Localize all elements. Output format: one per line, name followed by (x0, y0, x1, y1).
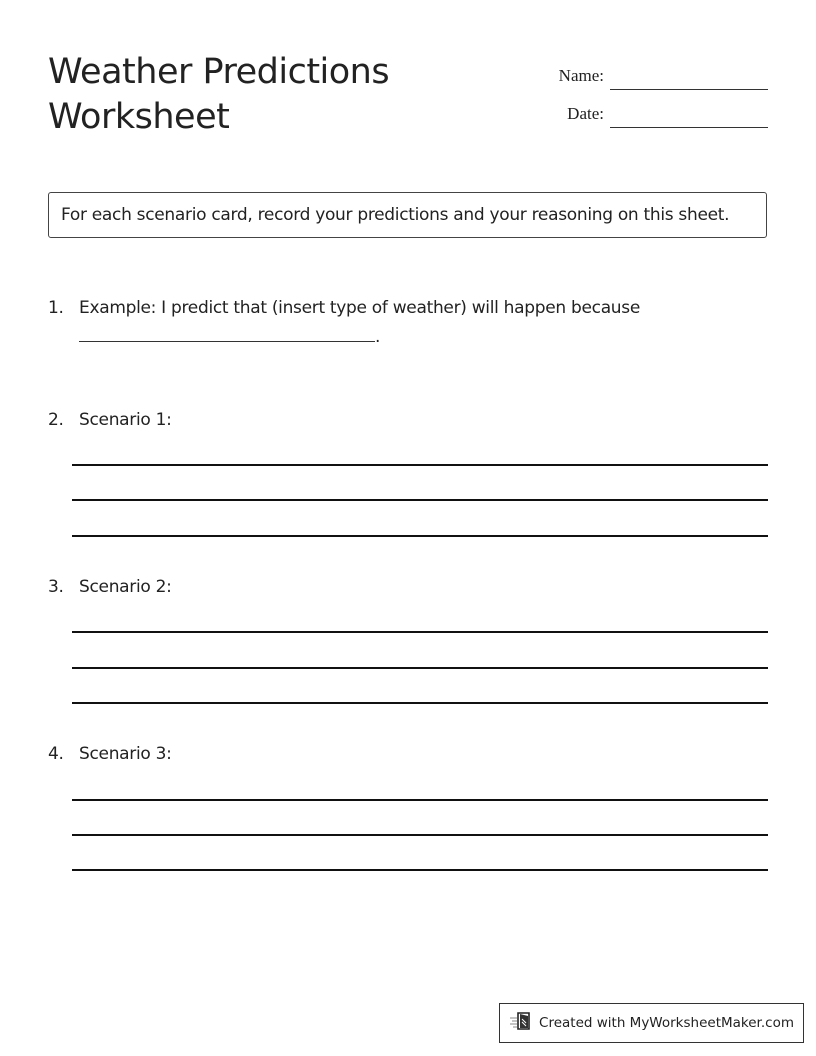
page-title (48, 50, 389, 140)
question-text: Scenario 1: (79, 410, 172, 430)
instructions-box: For each scenario card, record your predictions and your reasoning on this sheet. (48, 192, 767, 238)
title-line-2: Worksheet (48, 97, 230, 137)
sentence-period: . (375, 327, 381, 347)
answer-line[interactable] (72, 667, 768, 669)
date-row (559, 90, 768, 128)
question-number: 3. (48, 577, 64, 597)
question-number: 2. (48, 410, 64, 430)
fill-in-blank[interactable] (79, 323, 375, 342)
question-3 (48, 573, 448, 603)
question-1 (48, 294, 768, 354)
answer-line[interactable] (72, 499, 768, 501)
name-field[interactable] (610, 65, 768, 90)
answer-line[interactable] (72, 869, 768, 871)
footer-badge[interactable] (499, 1003, 804, 1043)
question-1-answer (79, 323, 380, 352)
question-2 (48, 406, 448, 436)
question-text: Scenario 2: (79, 577, 172, 597)
question-number: 4. (48, 744, 64, 764)
name-label: Name: (558, 66, 604, 85)
answer-line[interactable] (72, 535, 768, 537)
date-field[interactable] (610, 103, 768, 128)
date-label: Date: (567, 104, 604, 123)
question-text: Example: I predict that (insert type of weather) will happen because (79, 298, 640, 318)
student-info (559, 52, 768, 128)
worksheet-maker-logo-icon (509, 1011, 539, 1035)
answer-line[interactable] (72, 702, 768, 704)
question-number: 1. (48, 298, 64, 318)
answer-line[interactable] (72, 631, 768, 633)
name-row (559, 52, 768, 90)
answer-line[interactable] (72, 834, 768, 836)
question-4 (48, 740, 448, 770)
question-text: Scenario 3: (79, 744, 172, 764)
title-line-1: Weather Predictions (48, 52, 390, 92)
answer-line[interactable] (72, 464, 768, 466)
footer-text: Created with MyWorksheetMaker.com (539, 1015, 794, 1031)
answer-line[interactable] (72, 799, 768, 801)
